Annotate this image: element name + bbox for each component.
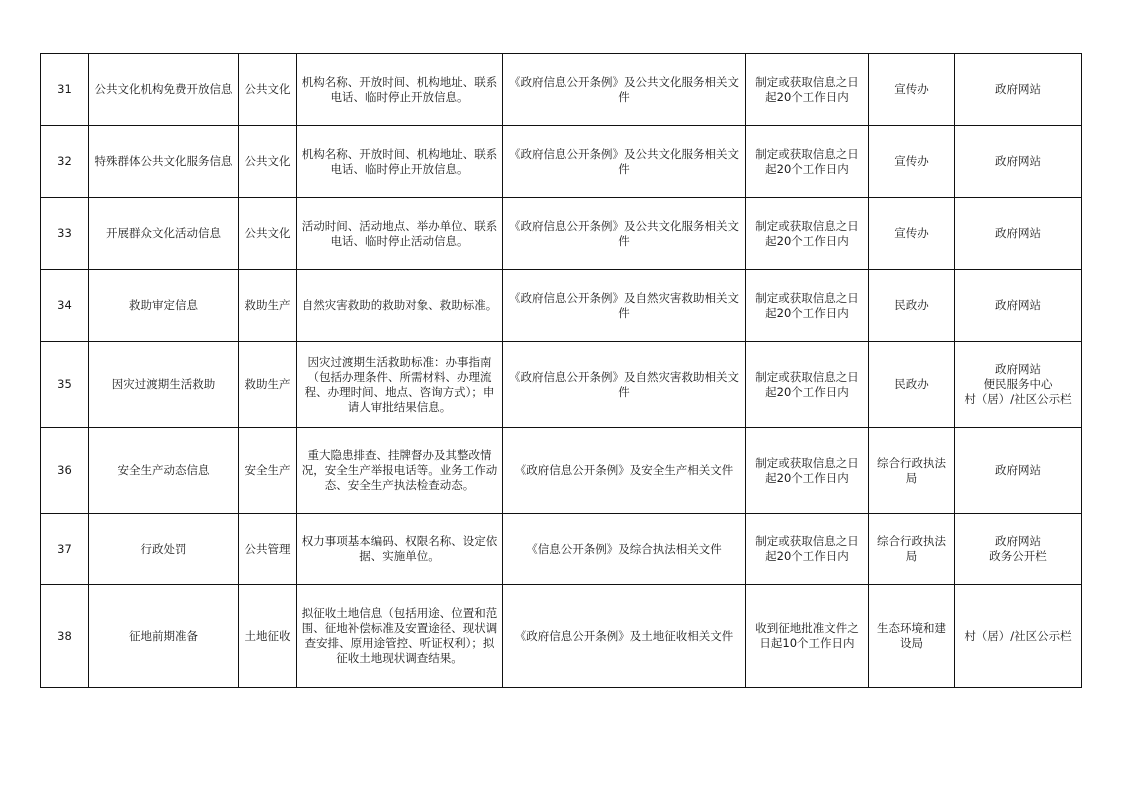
- item-name-cell: 因灾过渡期生活救助: [89, 342, 239, 428]
- row-number-cell: 34: [41, 270, 89, 342]
- category-cell: 公共文化: [239, 54, 297, 126]
- table-row: [41, 428, 1082, 514]
- channel-cell: [955, 270, 1082, 342]
- content-cell: 因灾过渡期生活救助标准：办事指南（包括办理条件、所需材料、办理流程、办理时间、地点、咨询方式）；申请人审批结果信息。: [297, 342, 503, 428]
- channel-line: 政务公开栏: [989, 549, 1047, 563]
- row-number-cell: 35: [41, 342, 89, 428]
- item-name-cell: 特殊群体公共文化服务信息: [89, 126, 239, 198]
- channel-line: 村（居）/社区公示栏: [964, 628, 1072, 643]
- time-limit-cell: 制定或获取信息之日起20个工作日内: [746, 514, 869, 585]
- basis-cell: 《政府信息公开条例》及安全生产相关文件: [503, 428, 746, 514]
- table-row: [41, 514, 1082, 585]
- department-cell: 综合行政执法局: [869, 514, 955, 585]
- item-name-cell: 征地前期准备: [89, 585, 239, 688]
- department-cell: 综合行政执法局: [869, 428, 955, 514]
- item-name-cell: 行政处罚: [89, 514, 239, 585]
- disclosure-table-sheet: [40, 53, 1081, 688]
- row-number-cell: 32: [41, 126, 89, 198]
- time-limit-cell: 制定或获取信息之日起20个工作日内: [746, 342, 869, 428]
- category-cell: 救助生产: [239, 270, 297, 342]
- department-cell: 宣传办: [869, 198, 955, 270]
- table-row: [41, 126, 1082, 198]
- category-cell: 救助生产: [239, 342, 297, 428]
- row-number-cell: 33: [41, 198, 89, 270]
- department-cell: 宣传办: [869, 126, 955, 198]
- channel-cell: [955, 428, 1082, 514]
- time-limit-cell: 制定或获取信息之日起20个工作日内: [746, 428, 869, 514]
- content-cell: 拟征收土地信息（包括用途、位置和范围、征地补偿标准及安置途径、现状调查安排、原用途管控、听证权利）；拟征收土地现状调查结果。: [297, 585, 503, 688]
- basis-cell: 《政府信息公开条例》及公共文化服务相关文件: [503, 126, 746, 198]
- department-cell: 民政办: [869, 270, 955, 342]
- category-cell: 公共文化: [239, 126, 297, 198]
- category-cell: 公共文化: [239, 198, 297, 270]
- row-number-cell: 37: [41, 514, 89, 585]
- table-body: [41, 54, 1082, 688]
- channel-line: 政府网站: [995, 362, 1041, 376]
- item-name-cell: 安全生产动态信息: [89, 428, 239, 514]
- disclosure-table: [40, 53, 1082, 688]
- time-limit-cell: 制定或获取信息之日起20个工作日内: [746, 270, 869, 342]
- basis-cell: 《政府信息公开条例》及公共文化服务相关文件: [503, 54, 746, 126]
- content-cell: 重大隐患排查、挂牌督办及其整改情况，安全生产举报电话等。业务工作动态、安全生产执法检查动态。: [297, 428, 503, 514]
- table-row: [41, 54, 1082, 126]
- channel-line: 村（居）/社区公示栏: [964, 392, 1072, 406]
- category-cell: 土地征收: [239, 585, 297, 688]
- category-cell: 安全生产: [239, 428, 297, 514]
- time-limit-cell: 制定或获取信息之日起20个工作日内: [746, 198, 869, 270]
- channel-cell: [955, 126, 1082, 198]
- channel-line: 政府网站: [995, 298, 1041, 312]
- department-cell: 宣传办: [869, 54, 955, 126]
- basis-cell: 《政府信息公开条例》及自然灾害救助相关文件: [503, 270, 746, 342]
- time-limit-cell: 制定或获取信息之日起20个工作日内: [746, 126, 869, 198]
- row-number-cell: 36: [41, 428, 89, 514]
- channel-line: 政府网站: [995, 82, 1041, 96]
- time-limit-cell: 制定或获取信息之日起20个工作日内: [746, 54, 869, 126]
- content-cell: 自然灾害救助的救助对象、救助标准。: [297, 270, 503, 342]
- category-cell: 公共管理: [239, 514, 297, 585]
- item-name-cell: 公共文化机构免费开放信息: [89, 54, 239, 126]
- basis-cell: 《政府信息公开条例》及土地征收相关文件: [503, 585, 746, 688]
- channel-cell: [955, 514, 1082, 585]
- channel-line: 政府网站: [995, 463, 1041, 477]
- time-limit-cell: 收到征地批准文件之日起10个工作日内: [746, 585, 869, 688]
- row-number-cell: 38: [41, 585, 89, 688]
- channel-cell: [955, 585, 1082, 688]
- channel-line: 政府网站: [995, 154, 1041, 168]
- channel-cell: [955, 54, 1082, 126]
- content-cell: 机构名称、开放时间、机构地址、联系电话、临时停止开放信息。: [297, 126, 503, 198]
- basis-cell: 《政府信息公开条例》及自然灾害救助相关文件: [503, 342, 746, 428]
- table-row: [41, 342, 1082, 428]
- content-cell: 权力事项基本编码、权限名称、设定依据、实施单位。: [297, 514, 503, 585]
- channel-line: 政府网站: [995, 226, 1041, 240]
- item-name-cell: 开展群众文化活动信息: [89, 198, 239, 270]
- table-row: [41, 270, 1082, 342]
- department-cell: 民政办: [869, 342, 955, 428]
- channel-cell: [955, 198, 1082, 270]
- item-name-cell: 救助审定信息: [89, 270, 239, 342]
- channel-cell: [955, 342, 1082, 428]
- row-number-cell: 31: [41, 54, 89, 126]
- department-cell: 生态环境和建设局: [869, 585, 955, 688]
- content-cell: 活动时间、活动地点、举办单位、联系电话、临时停止活动信息。: [297, 198, 503, 270]
- content-cell: 机构名称、开放时间、机构地址、联系电话、临时停止开放信息。: [297, 54, 503, 126]
- channel-line: 政府网站: [995, 534, 1041, 548]
- table-row: [41, 198, 1082, 270]
- basis-cell: 《信息公开条例》及综合执法相关文件: [503, 514, 746, 585]
- basis-cell: 《政府信息公开条例》及公共文化服务相关文件: [503, 198, 746, 270]
- table-row: [41, 585, 1082, 688]
- channel-line: 便民服务中心: [983, 377, 1053, 391]
